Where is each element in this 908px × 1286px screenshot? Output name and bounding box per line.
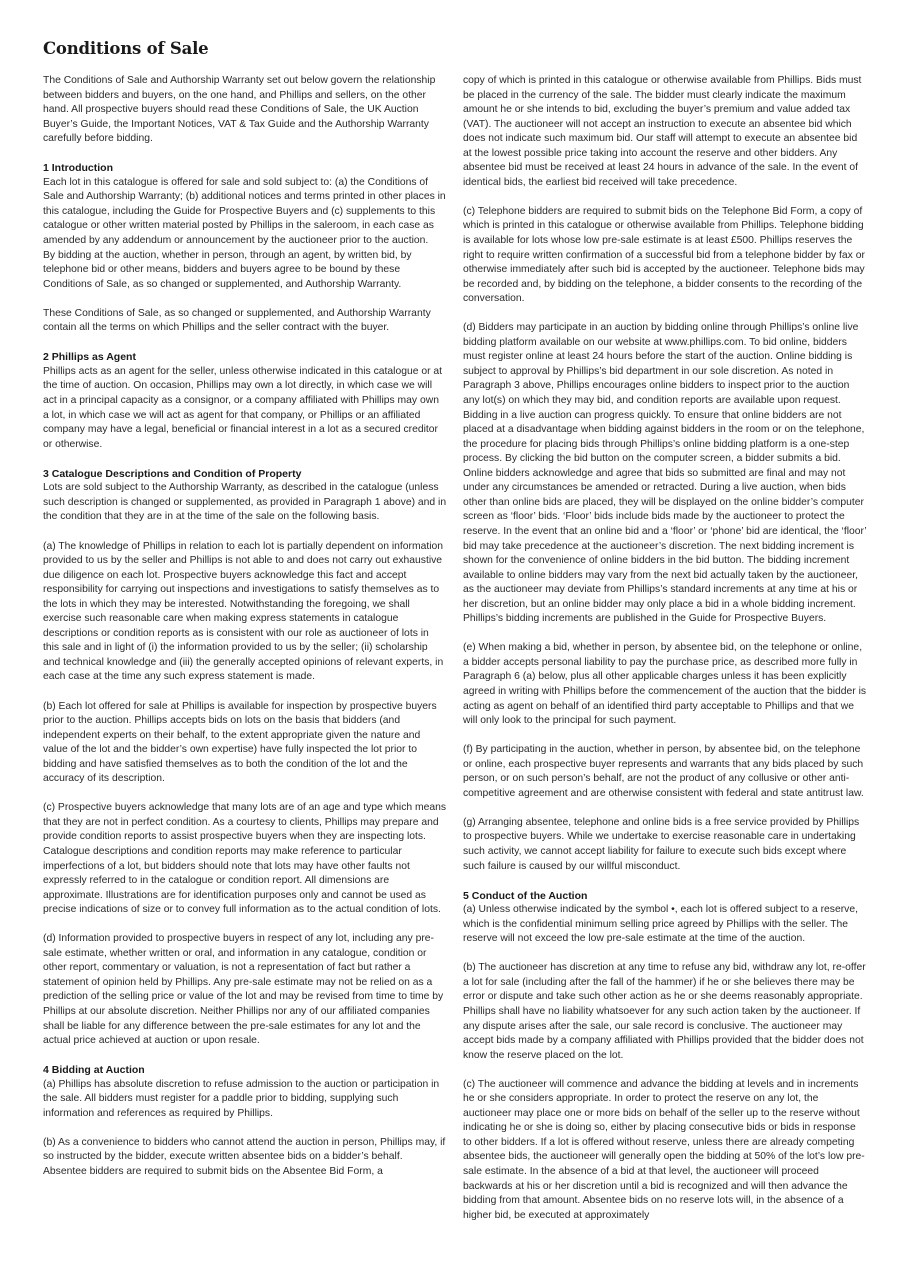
left-column: [43, 74, 447, 1180]
paragraph: (a) Phillips has absolute discretion to refuse admission to the auction or participation in the sale. All bidders must register for a paddle prior to bidding, supplying such information and references as required by Phillips.: [43, 1078, 440, 1119]
paragraph: (e) When making a bid, whether in person, by absentee bid, on the telephone or online, a bidder accepts personal liability to pay the purchase price, as described more fully in Paragraph 6 (a) below, plus all other applicable charges unless it has been explicitly agreed in writing with Phillips before the commencement of the auction that the bidder is acting as agent on behalf of an identified third party acceptable to Phillips and that we will only look to the principal for such payment.: [463, 642, 867, 727]
paragraph: These Conditions of Sale, as so changed or supplemented, and Authorship Warranty contain all the terms on which Phillips and the seller contract with the buyer.: [43, 307, 431, 334]
paragraph: (b) As a convenience to bidders who cannot attend the auction in person, Phillips may, if so instructed by the bidder, execute written absentee bids on a bidder’s behalf. Absentee bidders are required to submit bids on the Absentee Bid Form, a: [43, 1136, 446, 1178]
paragraph: (a) Unless otherwise indicated by the symbol •, each lot is offered subject to a reserve, which is the confidential minimum selling price agreed by Phillips with the seller. The reserve will not exceed the low pre-sale estimate at the time of the auction.: [463, 904, 858, 945]
paragraph: Phillips acts as an agent for the seller, unless otherwise indicated in this catalogue or at the time of auction. On occasion, Phillips may own a lot directly, in which case we will act in a principal capacity as a consignor, or a company affiliated with Phillips may own a lot, in which case we will act as agent for that company, or Phillips or an affiliated company may have a legal, beneficial or financial interest in a lot as a secured creditor or otherwise.: [43, 365, 443, 450]
paragraph: (b) The auctioneer has discretion at any time to refuse any bid, withdraw any lot, re-offer a lot for sale (including after the fall of the hammer) if he or she believes there may be error or dispute and take such other action as he or she deems reasonably appropriate. Phillips shall have no liability whatsoever for any such action taken by the auctioneer. If any dispute arises after the sale, our sale record is conclusive. The auctioneer may accept bids made by a company affiliated with Phillips provided that the bidder does not know the reserve placed on the lot.: [463, 962, 866, 1061]
paragraph: Each lot in this catalogue is offered for sale and sold subject to: (a) the Conditions of Sale and Authorship Warranty; (b) additional notices and terms printed in other places in this catalogue, including the Guide for Prospective Buyers and (c) supplements to this catalogue or other written material posted by Phillips in the saleroom, in each case as amended by any addendum or announcement by the auctioneer prior to the auction.: [43, 176, 446, 247]
section-heading-agent: 2 Phillips as Agent: [43, 351, 136, 364]
paragraph: (f) By participating in the auction, whether in person, by absentee bid, on the telephone or online, each prospective buyer represents and warrants that any bids placed by such person, or on such person’s behalf, are not the product of any collusive or other anti-competitive agreement and are otherwise consistent with federal and state antitrust law.: [463, 744, 864, 799]
paragraph: By bidding at the auction, whether in person, through an agent, by written bid, by telephone bid or other means, bidders and buyers agree to be bound by these Conditions of Sale, as so changed or supplemented, and Authorship Warranty.: [43, 249, 412, 290]
section-heading-introduction: 1 Introduction: [43, 162, 113, 175]
section-heading-conduct: 5 Conduct of the Auction: [463, 889, 588, 902]
right-column: [463, 74, 867, 1223]
paragraph: (d) Bidders may participate in an auction by bidding online through Phillips’s online live bidding platform available on our website at www.phillips.com. To bid online, bidders must register online at least 24 hours before the start of the auction. Online bidding is subject to approval by Phillips’s bid department in our sole discretion. As noted in Paragraph 3 above, Phillips encourages online bidders to inspect prior to the auction any lot(s) on which they may bid, and condition reports are available upon request. Bidding in a live auction can progress quickly. To ensure that online bidders are not placed at a disadvantage when bidding against bidders in the room or on the telephone, the procedure for placing bids through Phillips’s online bidding platform is a one-step process. By clicking the bid button on the computer screen, a bidder submits a bid. Online bidders acknowledge and agree that bids so submitted are final and may not under any circumstances be amended or retracted. During a live auction, when bids other than online bids are placed, they will be displayed on the online bidder’s computer screen as ‘floor’ bids. ‘Floor’ bids include bids made by the auctioneer to protect the reserve. In the event that an online bid and a ‘floor’ or ‘phone’ bid are identical, the ‘floor’ bid may take precedence at the auctioneer’s discretion. The next bidding increment is shown for the convenience of online bidders in the bid button. The bidding increment available to online bidders may vary from the next bid actually taken by the auctioneer, as the auctioneer may deviate from Phillips’s standard increments at any time at his or her discretion, but an online bidder may only place a bid in a whole bidding increment. Phillips’s bidding increments are published in the Guide for Prospective Buyers.: [463, 322, 867, 625]
paragraph: (g) Arranging absentee, telephone and online bids is a free service provided by Phillips to prospective buyers. While we undertake to exercise reasonable care in undertaking such activity, we cannot accept liability for failure to execute such bids except where such failure is caused by our willful misconduct.: [463, 816, 860, 872]
paragraph: (c) The auctioneer will commence and advance the bidding at levels and in increments he or she considers appropriate. In order to protect the reserve on any lot, the auctioneer may place one or more bids on behalf of the seller up to the reserve without indicating he or she is doing so, either by placing consecutive bids or bids in response to other bidders. If a lot is offered without reserve, unless there are already competing absentee bids, the auctioneer will generally open the bidding at 50% of the lot’s low pre-sale estimate. In the absence of a bid at that level, the auctioneer will proceed backwards at his or her discretion until a bid is recognized and will then advance the bidding from that amount. Absentee bids on no reserve lots will, in the absence of a higher bid, be executed at approximately: [463, 1078, 865, 1221]
paragraph: (a) The knowledge of Phillips in relation to each lot is partially dependent on information provided to us by the seller and Phillips is not able to and does not carry out exhaustive due diligence on each lot. Prospective buyers acknowledge this fact and accept responsibility for carrying out inspections and investigations to satisfy themselves as to the lots in which they may be interested. Notwithstanding the foregoing, we shall exercise such reasonable care when making express statements in catalogue descriptions or condition reports as is consistent with our role as auctioneer of lots in this sale and in light of (i) the information provided to us by the seller; (ii) scholarship and technical knowledge and (iii) the generally accepted opinions of relevant experts, in each case at the time any such express statement is made.: [43, 540, 444, 683]
intro-paragraph: The Conditions of Sale and Authorship Warranty set out below govern the relationship between bidders and buyers, on the one hand, and Phillips and sellers, on the other hand. All prospective buyers should read these Conditions of Sale, the UK Auction Buyer’s Guide, the Important Notices, VAT & Tax Guide and the Authorship Warranty carefully before bidding.: [43, 75, 436, 145]
paragraph: (d) Information provided to prospective buyers in respect of any lot, including any pre-sale estimate, whether written or oral, and information in any catalogue, condition or other report, commentary or valuation, is not a representation of fact but rather a statement of opinion held by Phillips. Any pre-sale estimate may not be relied on as a prediction of the selling price or value of the lot and may be revised from time to time by Phillips at our absolute discretion. Neither Phillips nor any of our affiliated companies shall be liable for any difference between the pre-sale estimates for any lot and the actual price achieved at auction or upon resale.: [43, 933, 444, 1047]
section-heading-catalogue: 3 Catalogue Descriptions and Condition of Property: [43, 467, 302, 480]
paragraph: Lots are sold subject to the Authorship Warranty, as described in the catalogue (unless such description is changed or supplemented, as provided in Paragraph 1 above) and in the condition that they are in at the time of the sale on the following basis.: [43, 482, 447, 523]
paragraph: (b) Each lot offered for sale at Phillips is available for inspection by prospective buyers prior to the auction. Phillips accepts bids on lots on the basis that bidders (and independent experts on their behalf, to the extent appropriate given the nature and value of the lot and the bidder’s own expertise) have fully inspected the lot prior to bidding and have satisfied themselves as to both the condition of the lot and the accuracy of its description.: [43, 700, 437, 785]
page-title: Conditions of Sale: [43, 39, 209, 58]
paragraph: (c) Telephone bidders are required to submit bids on the Telephone Bid Form, a copy of which is printed in this catalogue or otherwise available from Phillips. Telephone bidding is available for lots whose low pre-sale estimate is at least £500. Phillips reserves the right to require written confirmation of a successful bid from a telephone bidder by fax or otherwise immediately after such bid is accepted by the auctioneer. Telephone bids may be recorded and, by bidding on the telephone, a bidder consents to the recording of the conversation.: [463, 205, 865, 305]
paragraph: (c) Prospective buyers acknowledge that many lots are of an age and type which means that they are not in perfect condition. As a courtesy to clients, Phillips may prepare and provide condition reports to assist prospective buyers when they are inspecting lots. Catalogue descriptions and condition reports may make reference to particular imperfections of a lot, but bidders should note that lots may have other faults not expressly referred to in the catalogue or condition report. All dimensions are approximate. Illustrations are for identification purposes only and cannot be used as precise indications of size or to convey full information as to the actual condition of lots.: [43, 802, 447, 916]
section-heading-bidding: 4 Bidding at Auction: [43, 1064, 145, 1077]
paragraph: copy of which is printed in this catalogue or otherwise available from Phillips. Bids must be placed in the currency of the sale. The bidder must clearly indicate the maximum amount he or she intends to bid, excluding the buyer’s premium and value added tax (VAT). The auctioneer will not accept an instruction to execute an absentee bid which does not indicate such maximum bid. Our staff will attempt to execute an absentee bid at the lowest possible price taking into account the reserve and other bidders. Any absentee bid must be received at least 24 hours in advance of the sale. In the event of identical bids, the earliest bid received will take precedence.: [463, 75, 862, 188]
